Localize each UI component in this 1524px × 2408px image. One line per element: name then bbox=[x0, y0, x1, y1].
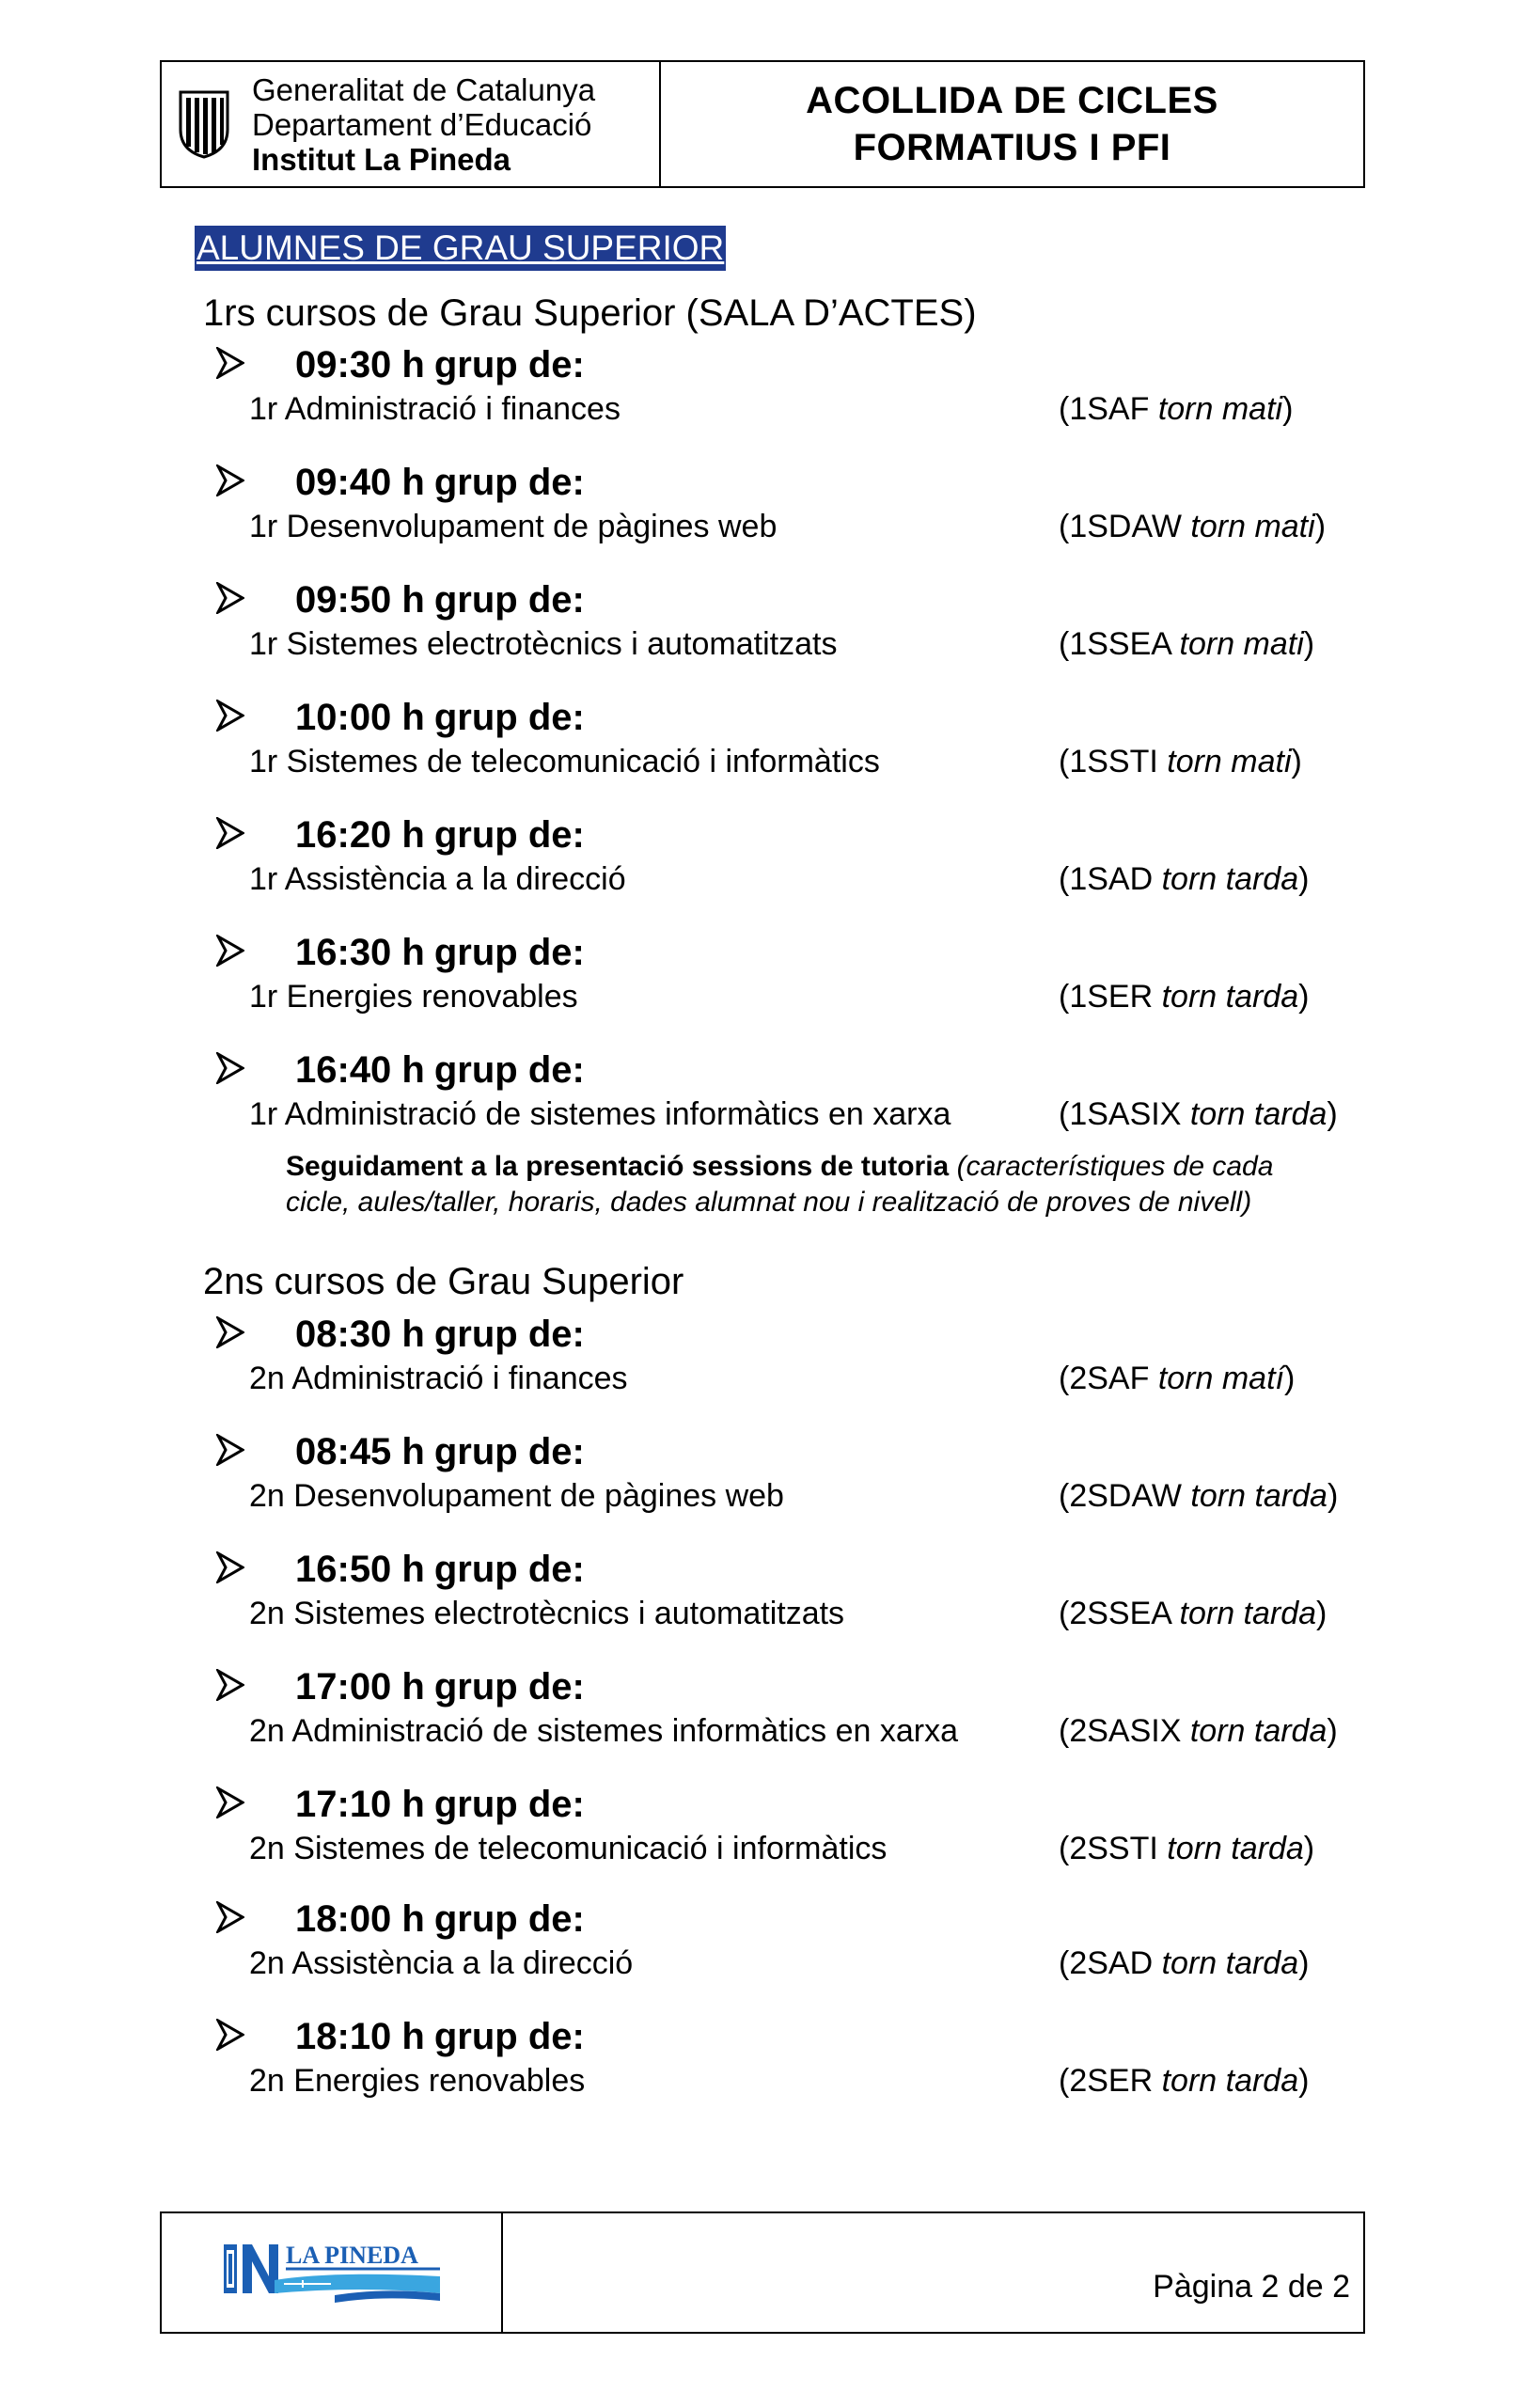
entry-code-group: (2SSTI bbox=[1059, 1831, 1168, 1866]
schedule-entry bbox=[216, 1428, 1344, 1517]
entry-code-group: (1SDAW bbox=[1059, 509, 1191, 544]
entry-code-turn: torn tarda bbox=[1167, 1831, 1304, 1866]
entry-code-turn: torn tarda bbox=[1161, 2063, 1299, 2099]
header-organization bbox=[162, 62, 661, 186]
arrow-bullet-icon bbox=[216, 464, 244, 496]
schedule-entry bbox=[216, 1047, 1344, 1135]
schedule-entry bbox=[216, 2013, 1344, 2101]
entry-code-turn: torn tarda bbox=[1179, 1596, 1317, 1631]
entry-course: 2n Desenvolupament de pàgines web bbox=[249, 1478, 784, 1514]
entry-time: 17:10 h bbox=[295, 1784, 425, 1825]
arrow-bullet-icon bbox=[216, 700, 244, 732]
entry-course: 1r Energies renovables bbox=[249, 979, 578, 1015]
entry-code-group: (2SAD bbox=[1059, 1945, 1162, 1981]
entry-group-label: grup de: bbox=[433, 814, 585, 856]
arrow-bullet-icon bbox=[216, 1052, 244, 1084]
arrow-bullet-icon bbox=[216, 935, 244, 967]
entry-course: 1r Administració de sistemes informàtics en xarxa bbox=[249, 1096, 951, 1132]
schedule-entry bbox=[216, 1781, 1344, 1869]
entry-time: 18:10 h bbox=[295, 2016, 425, 2057]
entry-code-turn: torn mati bbox=[1157, 391, 1283, 427]
entry-code-group: (2SER bbox=[1059, 2063, 1162, 2099]
entry-code-close: ) bbox=[1298, 2063, 1310, 2099]
schedule-entry bbox=[216, 1311, 1344, 1399]
entry-group-label: grup de: bbox=[433, 1666, 585, 1708]
document-footer bbox=[160, 2211, 1365, 2334]
entry-code-close: ) bbox=[1291, 744, 1302, 779]
entry-group-label: grup de: bbox=[433, 697, 585, 738]
entry-code-close: ) bbox=[1316, 1596, 1328, 1631]
entry-code-turn: torn tarda bbox=[1189, 1096, 1328, 1132]
entry-code bbox=[1059, 976, 1309, 1017]
schedule-entry bbox=[216, 694, 1344, 782]
entry-code-group: (2SASIX bbox=[1059, 1713, 1190, 1749]
entry-code-turn: torn mati bbox=[1179, 626, 1304, 662]
entry-code bbox=[1059, 1710, 1338, 1752]
entry-code-group: (1SSTI bbox=[1059, 744, 1168, 779]
arrow-bullet-icon bbox=[216, 347, 244, 379]
entry-group-label: grup de: bbox=[433, 462, 585, 503]
entry-group-label: grup de: bbox=[433, 1049, 585, 1091]
entry-time: 17:00 h bbox=[295, 1666, 425, 1708]
schedule-entry bbox=[216, 341, 1344, 430]
schedule-entry bbox=[216, 459, 1344, 547]
footer-logo-cell bbox=[162, 2213, 503, 2332]
entry-code-close: ) bbox=[1298, 1945, 1310, 1981]
entry-code bbox=[1059, 388, 1293, 430]
entry-code bbox=[1059, 1593, 1327, 1634]
entry-code-close: ) bbox=[1327, 1713, 1338, 1749]
entry-course: 2n Administració de sistemes informàtics en xarxa bbox=[249, 1713, 958, 1749]
entry-code bbox=[1059, 1094, 1338, 1135]
entry-code bbox=[1059, 1828, 1314, 1869]
entry-code-close: ) bbox=[1314, 509, 1327, 544]
entry-course: 2n Assistència a la direcció bbox=[249, 1945, 634, 1981]
entry-time: 16:20 h bbox=[295, 814, 425, 856]
document-header bbox=[160, 60, 1365, 188]
arrow-bullet-icon bbox=[216, 817, 244, 849]
entry-course: 2n Administració i finances bbox=[249, 1361, 628, 1396]
entry-code bbox=[1059, 623, 1314, 665]
page-number: Pàgina 2 de 2 bbox=[1153, 2269, 1350, 2305]
entry-code-group: (1SAF bbox=[1059, 391, 1158, 427]
entry-course: 1r Sistemes electrotècnics i automatitzats bbox=[249, 626, 838, 662]
entry-code-turn: torn tarda bbox=[1161, 861, 1299, 897]
title-line-1: ACOLLIDA DE CICLES bbox=[806, 80, 1218, 121]
entry-time: 10:00 h bbox=[295, 697, 425, 738]
entry-code-turn: torn tarda bbox=[1189, 1713, 1328, 1749]
entry-code-close: ) bbox=[1298, 979, 1310, 1015]
entry-course: 2n Sistemes de telecomunicació i informàtics bbox=[249, 1831, 888, 1866]
entry-code bbox=[1059, 1943, 1309, 1984]
entry-time: 09:40 h bbox=[295, 462, 425, 503]
entry-code-group: (1SAD bbox=[1059, 861, 1162, 897]
entry-time: 09:30 h bbox=[295, 344, 425, 386]
arrow-bullet-icon bbox=[216, 1316, 244, 1348]
arrow-bullet-icon bbox=[216, 1786, 244, 1818]
org-line-3: Institut La Pineda bbox=[252, 141, 511, 177]
entry-group-label: grup de: bbox=[433, 579, 585, 621]
schedule-entry bbox=[216, 811, 1344, 900]
entry-time: 16:30 h bbox=[295, 932, 425, 973]
la-pineda-logo bbox=[222, 2239, 442, 2306]
entry-code-turn: torn tarda bbox=[1161, 1945, 1299, 1981]
entry-code-turn: torn mati bbox=[1167, 744, 1292, 779]
org-line-1: Generalitat de Catalunya bbox=[252, 71, 596, 107]
entry-code-close: ) bbox=[1327, 1478, 1339, 1514]
entry-course: 1r Sistemes de telecomunicació i informàtics bbox=[249, 744, 880, 779]
entry-time: 16:50 h bbox=[295, 1549, 425, 1590]
entry-time: 18:00 h bbox=[295, 1898, 425, 1940]
entry-time: 16:40 h bbox=[295, 1049, 425, 1091]
entry-code-group: (2SSEA bbox=[1059, 1596, 1180, 1631]
entry-code-close: ) bbox=[1303, 1831, 1315, 1866]
entry-code-close: ) bbox=[1298, 861, 1310, 897]
entry-code bbox=[1059, 1475, 1338, 1517]
entry-code bbox=[1059, 858, 1309, 900]
entry-group-label: grup de: bbox=[433, 1898, 585, 1940]
entry-code bbox=[1059, 1358, 1295, 1399]
note-bold: Seguidament a la presentació sessions de tutoria bbox=[286, 1151, 950, 1182]
entry-time: 09:50 h bbox=[295, 579, 425, 621]
entry-code-close: ) bbox=[1283, 1361, 1296, 1396]
entry-code bbox=[1059, 2060, 1309, 2101]
entry-code-group: (1SASIX bbox=[1059, 1096, 1190, 1132]
logo-text: LA PINEDA bbox=[285, 2242, 418, 2269]
entry-course: 1r Assistència a la direcció bbox=[249, 861, 626, 897]
entry-time: 08:45 h bbox=[295, 1431, 425, 1472]
entry-group-label: grup de: bbox=[433, 2016, 585, 2057]
schedule-entry bbox=[216, 1546, 1344, 1634]
entry-course: 2n Sistemes electrotècnics i automatitzats bbox=[249, 1596, 845, 1631]
org-line-2: Departament d’Educació bbox=[252, 106, 592, 142]
entry-code-group: (2SDAW bbox=[1059, 1478, 1191, 1514]
entry-group-label: grup de: bbox=[433, 1549, 585, 1590]
arrow-bullet-icon bbox=[216, 1901, 244, 1933]
schedule-entry bbox=[216, 576, 1344, 665]
entry-group-label: grup de: bbox=[433, 1314, 585, 1355]
entry-group-label: grup de: bbox=[433, 344, 585, 386]
schedule-entry bbox=[216, 929, 1344, 1017]
arrow-bullet-icon bbox=[216, 1434, 244, 1466]
arrow-bullet-icon bbox=[216, 1669, 244, 1701]
second-year-title: 2ns cursos de Grau Superior bbox=[203, 1261, 684, 1302]
arrow-bullet-icon bbox=[216, 1551, 244, 1583]
entry-group-label: grup de: bbox=[433, 932, 585, 973]
entry-group-label: grup de: bbox=[433, 1784, 585, 1825]
title-line-2: FORMATIUS I PFI bbox=[853, 127, 1171, 168]
section-label: ALUMNES DE GRAU SUPERIOR bbox=[195, 226, 726, 271]
note-italic: (característiques de cada cicle, aules/taller, horaris, dades alumnat nou i realització de proves de nivell) bbox=[286, 1151, 1274, 1218]
entry-code bbox=[1059, 741, 1302, 782]
arrow-bullet-icon bbox=[216, 582, 244, 614]
entry-code-turn: torn matí bbox=[1157, 1361, 1284, 1396]
arrow-bullet-icon bbox=[216, 2019, 244, 2051]
generalitat-logo-icon bbox=[175, 88, 233, 160]
entry-code bbox=[1059, 506, 1326, 547]
entry-code-turn: torn tarda bbox=[1161, 979, 1299, 1015]
entry-code-close: ) bbox=[1327, 1096, 1338, 1132]
footer-page-cell bbox=[503, 2213, 1363, 2332]
entry-group-label: grup de: bbox=[433, 1431, 585, 1472]
entry-code-group: (1SER bbox=[1059, 979, 1162, 1015]
tutoring-note bbox=[286, 1149, 1320, 1220]
entry-code-turn: torn tarda bbox=[1190, 1478, 1328, 1514]
first-year-title: 1rs cursos de Grau Superior (SALA D’ACTES) bbox=[203, 292, 977, 334]
entry-course: 1r Administració i finances bbox=[249, 391, 621, 427]
document-title bbox=[661, 62, 1363, 186]
entry-time: 08:30 h bbox=[295, 1314, 425, 1355]
schedule-entry bbox=[216, 1896, 1344, 1984]
entry-course: 2n Energies renovables bbox=[249, 2063, 586, 2099]
schedule-entry bbox=[216, 1663, 1344, 1752]
entry-code-group: (2SAF bbox=[1059, 1361, 1158, 1396]
entry-code-group: (1SSEA bbox=[1059, 626, 1180, 662]
entry-code-turn: torn mati bbox=[1190, 509, 1315, 544]
entry-course: 1r Desenvolupament de pàgines web bbox=[249, 509, 778, 544]
entry-code-close: ) bbox=[1303, 626, 1315, 662]
entry-code-close: ) bbox=[1282, 391, 1294, 427]
